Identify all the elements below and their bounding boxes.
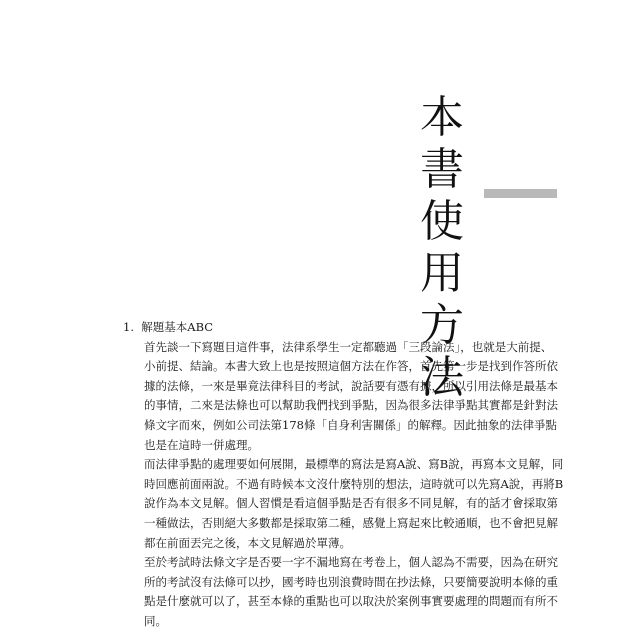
section-heading [123,318,523,338]
chapter-title-char: 法 [420,352,464,403]
paragraph [123,338,558,456]
text-line: 點是什麼就可以了，甚至本條的重點也可以取決於案例事實要處理的問題而有所不 [144,594,558,609]
text-line: 首先談一下寫題目這件事，法律系學生一定都聽過「三段論法」，也就是大前提、 [144,339,553,354]
body-text [123,318,564,632]
paragraph [123,455,564,553]
text-line: 條文字而來，例如公司法第178條「自身利害關係」的解釋。因此抽象的法律爭點 [144,417,557,432]
text-line: 據的法條，一來是畢竟法律科目的考試，說話要有憑有據，所以引用法條是最基本 [144,378,558,393]
chapter-title-char: 用 [420,248,464,299]
text-line: 所的考試沒有法條可以抄，國考時也別浪費時間在抄法條，只要簡要說明本條的重 [144,574,558,589]
chapter-title-char: 使 [420,196,464,247]
text-line: 而法律爭點的處理要如何展開，最標準的寫法是寫A說、寫B說，再寫本文見解，同 [144,457,564,472]
text-line: 都在前面丟完之後，本文見解過於單薄。 [144,535,351,550]
chapter-title-char: 方 [420,300,464,351]
text-line: 同。 [144,613,167,628]
decorative-bar [484,189,557,198]
chapter-title-char: 本 [420,92,464,143]
text-line: 一種做法，否則絕大多數都是採取第二種，感覺上寫起來比較通順，也不會把見解 [144,515,558,530]
section-heading-text: 解題基本ABC [141,320,214,334]
paragraph [123,553,558,631]
text-line: 說作為本文見解。個人習慣是看這個爭點是否有很多不同見解，有的話才會採取第 [144,496,558,511]
chapter-title-char: 書 [420,144,464,195]
text-line: 小前提、結論。本書大致上也是按照這個方法在作答，首先第一步是找到作答所依 [144,359,558,374]
section-number: 1. [123,320,134,334]
text-line: 至於考試時法條文字是否要一字不漏地寫在考卷上，個人認為不需要，因為在研究 [144,555,558,570]
text-line: 時回應前面兩說。不過有時候本文沒什麼特別的想法，這時就可以先寫A說，再將B [144,476,564,491]
text-line: 的事情，二來是法條也可以幫助我們找到爭點，因為很多法律爭點其實都是針對法 [144,398,558,413]
text-line: 也是在這時一併處理。 [144,437,259,452]
